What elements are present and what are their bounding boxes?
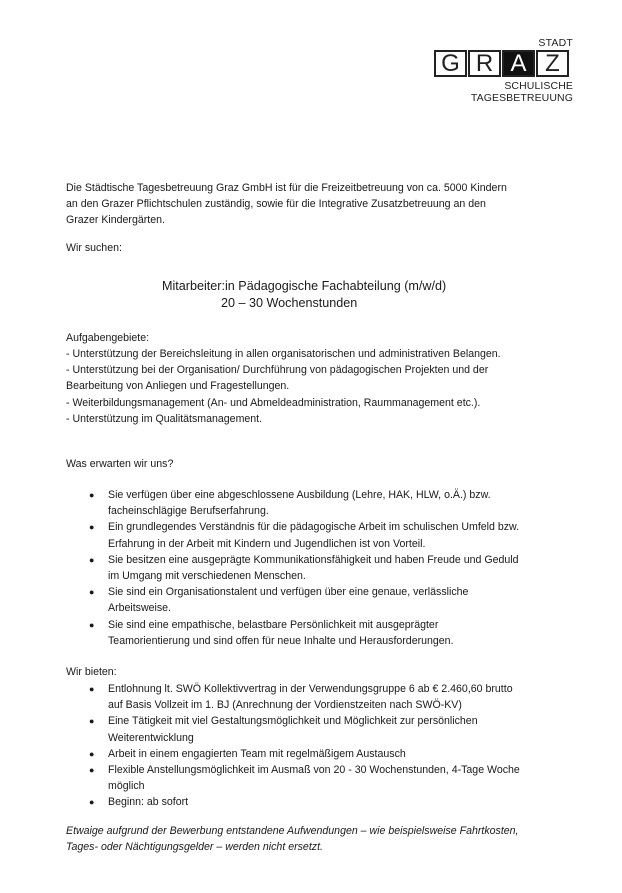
list-item-line: Arbeit in einem engagierten Team mit regelmäßigem Austausch	[108, 747, 406, 760]
list-item-line: Sie verfügen über eine abgeschlossene Ausbildung (Lehre, HAK, HLW, o.Ä.) bzw.	[108, 489, 491, 501]
task-line: Bearbeitung von Anliegen und Fragestellungen.	[66, 380, 290, 393]
list-item	[73, 584, 519, 616]
list-item-line: Ein grundlegendes Verständnis für die pädagogische Arbeit im schulischen Umfeld bzw.	[108, 521, 520, 534]
bullet-icon: ●	[89, 797, 95, 808]
list-item-line: Sie sind eine empathische, belastbare Persönlichkeit mit ausgeprägter	[108, 618, 439, 631]
bullet-icon: ●	[89, 765, 95, 776]
list-item-line: auf Basis Vollzeit im 1. BJ (Anrechnung der Vordienstzeiten nach SWÖ-KV)	[108, 699, 462, 712]
list-item-line: Teamorientierung und sind offen für neue Inhalte und Herausforderungen.	[108, 634, 454, 647]
aufgabengebiete-heading: Aufgabengebiete:	[66, 332, 150, 344]
aufgabengebiete-list	[66, 346, 501, 427]
logo-top-label: STADT	[538, 37, 573, 49]
bullet-icon: ●	[89, 748, 95, 759]
disclaimer-line: Tages- oder Nächtigungsgelder – werden nicht ersetzt.	[66, 841, 323, 854]
bullet-icon: ●	[89, 522, 95, 533]
task-line: - Weiterbildungsmanagement (An- und Abmeldeadministration, Raummanagement etc.).	[66, 396, 481, 409]
logo-letter-r: R	[468, 50, 501, 77]
bullet-icon: ●	[89, 684, 95, 694]
intro-line: Grazer Kindergärten.	[66, 214, 165, 227]
task-line: - Unterstützung im Qualitätsmanagement.	[66, 412, 263, 425]
bullet-icon: ●	[89, 554, 95, 565]
list-item-line: Weiterentwicklung	[108, 731, 194, 744]
angebot-list	[73, 681, 520, 811]
list-item	[73, 681, 520, 713]
logo-letter-z: Z	[536, 50, 569, 77]
list-item-line: im Umgang mit verschiedenen Menschen.	[108, 570, 306, 583]
logo-letter-g: G	[434, 50, 467, 77]
task-line: - Unterstützung bei der Organisation/ Durchführung von pädagogischen Projekten und der	[66, 364, 489, 377]
list-item	[73, 617, 519, 649]
list-item-line: möglich	[108, 780, 145, 793]
list-item-line: Eine Tätigkeit mit viel Gestaltungsmöglichkeit und Möglichkeit zur persönlichen	[108, 715, 478, 728]
intro-line: Die Städtische Tagesbetreuung Graz GmbH ist für die Freizeitbetreuung von ca. 5000 Kindern	[66, 182, 507, 194]
list-item	[73, 713, 520, 745]
disclaimer-line: Etwaige aufgrund der Bewerbung entstandene Aufwendungen – wie beispielsweise Fahrtkosten,	[66, 825, 519, 837]
list-item-line: facheinschlägige Berufserfahrung.	[108, 505, 269, 518]
list-item-line: Flexible Anstellungsmöglichkeit im Ausmaß von 20 - 30 Wochenstunden, 4-Tage Woche	[108, 764, 520, 777]
task-line: - Unterstützung der Bereichsleitung in allen organisatorischen und administrativen Belangen.	[66, 348, 501, 360]
list-item	[73, 794, 520, 810]
bullet-icon: ●	[89, 587, 95, 598]
list-item	[73, 762, 520, 794]
list-item-line: Beginn: ab sofort	[108, 796, 189, 809]
intro-line: an den Grazer Pflichtschulen zuständig, sowie für die Integrative Zusatzbetreuung an den	[66, 198, 486, 211]
stadt-graz-logo	[434, 37, 576, 115]
logo-letter-a: A	[502, 50, 535, 77]
angebot-heading: Wir bieten:	[66, 666, 117, 678]
erwartungen-list	[73, 487, 519, 649]
list-item-line: Sie sind ein Organisationstalent und verfügen über eine genaue, verlässliche	[108, 586, 469, 599]
wir-suchen-label: Wir suchen:	[66, 242, 122, 254]
position-title: Mitarbeiter:in Pädagogische Fachabteilung (m/w/d)	[162, 279, 447, 293]
logo-letter-boxes	[434, 50, 570, 77]
list-item-line: Entlohnung lt. SWÖ Kollektivvertrag in der Verwendungsgruppe 6 ab € 2.460,60 brutto	[108, 683, 513, 695]
logo-subtitle-line2: TAGESBETREUUNG	[470, 92, 573, 104]
list-item-line: Sie besitzen eine ausgeprägte Kommunikationsfähigkeit und haben Freude und Geduld	[108, 553, 519, 566]
erwartungen-heading: Was erwarten wir uns?	[66, 458, 174, 470]
intro-paragraph	[66, 180, 507, 229]
logo-subtitle-line1: SCHULISCHE	[504, 80, 573, 92]
list-item	[73, 552, 519, 584]
list-item	[73, 487, 519, 519]
bullet-icon: ●	[89, 716, 95, 727]
bullet-icon: ●	[89, 490, 95, 500]
bullet-icon: ●	[89, 619, 95, 630]
list-item-line: Erfahrung in der Arbeit mit Kindern und Jugendlichen ist von Vorteil.	[108, 537, 426, 550]
list-item	[73, 519, 519, 551]
list-item	[73, 746, 520, 762]
list-item-line: Arbeitsweise.	[108, 602, 171, 615]
position-hours: 20 – 30 Wochenstunden	[221, 296, 358, 310]
cost-disclaimer	[66, 823, 519, 855]
